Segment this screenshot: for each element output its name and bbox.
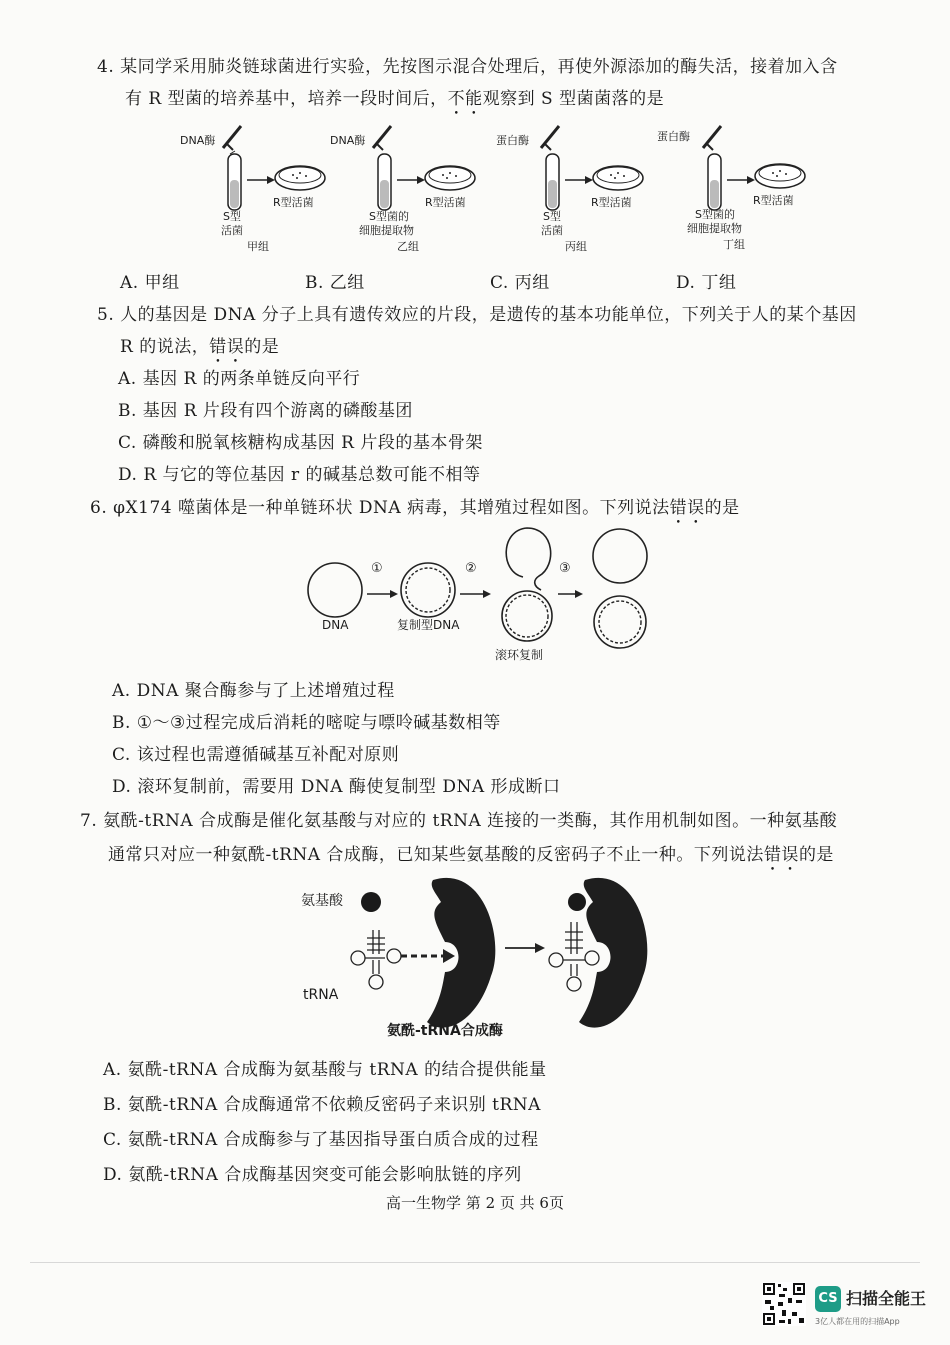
q7-option-b[interactable]: B. 氨酰-tRNA 合成酶通常不依赖反密码子来识别 tRNA [103, 1095, 541, 1115]
q4-group-bing [493, 118, 653, 268]
scan-divider [30, 1262, 920, 1263]
q5-stem-line1: 5. 人的基因是 DNA 分子上具有遗传效应的片段，是遗传的基本功能单位，下列关于人的某个基因 [97, 305, 857, 325]
group-label: 乙组 [397, 240, 419, 253]
q7-option-c[interactable]: C. 氨酰-tRNA 合成酶参与了基因指导蛋白质合成的过程 [103, 1130, 539, 1150]
q5-stem-emphasis: 错误 [209, 337, 245, 357]
q4-group-ding [655, 118, 825, 268]
q5-stem-pre: R 的说法， [120, 337, 210, 357]
label-amino-acid: 氨基酸 [301, 893, 343, 909]
tube-label-2: 活菌 [541, 224, 563, 237]
enzyme-label: DNA酶 [330, 134, 366, 147]
q4-stem-post: 观察到 S 型菌菌落的是 [482, 89, 665, 109]
group-label: 丁组 [723, 238, 745, 251]
q4-group-jia [175, 118, 335, 268]
q6-rolling-circle-figure [295, 522, 665, 667]
group-label: 甲组 [247, 240, 269, 253]
q5-option-c[interactable]: C. 磷酸和脱氧核糖构成基因 R 片段的基本骨架 [118, 433, 483, 453]
rolling-circle-diagram [295, 522, 665, 667]
q4-stem-emphasis: 不能 [447, 89, 483, 109]
q4-group-yi [325, 118, 495, 268]
trna-synthetase-diagram [295, 872, 655, 1047]
q6-option-a[interactable]: A. DNA 聚合酶参与了上述增殖过程 [112, 681, 395, 701]
q5-option-d[interactable]: D. R 与它的等位基因 r 的碱基总数可能不相等 [118, 465, 481, 485]
tube-label-1: S型菌的 [695, 208, 735, 221]
camscanner-logo: CS [815, 1286, 841, 1312]
page-footer: 高一生物学 第 2 页 共 6页 [386, 1194, 564, 1212]
q5-option-a[interactable]: A. 基因 R 的两条单链反向平行 [118, 369, 361, 389]
q4-option-b[interactable]: B. 乙组 [305, 273, 365, 293]
q7-option-a[interactable]: A. 氨酰-tRNA 合成酶为氨基酸与 tRNA 的结合提供能量 [103, 1060, 547, 1080]
q6-stem-post: 的是 [704, 498, 740, 518]
step-3-marker: ③ [559, 561, 571, 576]
tube-label-2: 细胞提取物 [359, 224, 414, 237]
camscanner-tagline: 3亿人都在用的扫描App [815, 1317, 900, 1326]
q7-option-d[interactable]: D. 氨酰-tRNA 合成酶基因突变可能会影响肽链的序列 [103, 1165, 522, 1185]
q6-stem-emphasis: 错误 [669, 498, 705, 518]
q7-stem-pre: 通常只对应一种氨酰-tRNA 合成酶，已知某些氨基酸的反密码子不止一种。下列说法 [108, 845, 764, 865]
tube-label-1: S型 [543, 210, 561, 223]
q7-stem-line1: 7. 氨酰-tRNA 合成酶是催化氨基酸与对应的 tRNA 连接的一类酶，其作用机制如图。一种氨基酸 [80, 811, 838, 831]
q5-option-b[interactable]: B. 基因 R 片段有四个游离的磷酸基团 [118, 401, 413, 421]
camscanner-name: 扫描全能王 [846, 1289, 927, 1308]
tube-label-1: S型菌的 [369, 210, 409, 223]
q6-option-d[interactable]: D. 滚环复制前，需要用 DNA 酶使复制型 DNA 形成断口 [112, 777, 561, 797]
label-dna: DNA [322, 618, 349, 632]
group-label: 丙组 [565, 240, 587, 253]
q4-option-c[interactable]: C. 丙组 [490, 273, 550, 293]
step-1-marker: ① [371, 561, 383, 576]
q4-stem-pre: 有 R 型菌的培养基中，培养一段时间后， [125, 89, 448, 109]
enzyme-label: 蛋白酶 [496, 134, 529, 147]
q6-option-b[interactable]: B. ①～③过程完成后消耗的嘧啶与嘌呤碱基数相等 [112, 713, 501, 733]
tube-label-1: S型 [223, 210, 241, 223]
enzyme-label: 蛋白酶 [657, 130, 690, 143]
label-trna: tRNA [303, 987, 339, 1003]
q4-stem-line1: 4. 某同学采用肺炎链球菌进行实验，先按图示混合处理后，再使外源添加的酶失活，接着加入含 [97, 57, 838, 77]
q4-stem-line2 [125, 84, 664, 119]
q6-stem-pre: 6. φX174 噬菌体是一种单链环状 DNA 病毒，其增殖过程如图。下列说法 [90, 498, 670, 518]
q4-option-a[interactable]: A. 甲组 [120, 273, 180, 293]
dish-label: R型活菌 [425, 196, 466, 209]
q5-stem-line2 [120, 332, 279, 367]
dish-label: R型活菌 [753, 194, 794, 207]
q5-stem-post: 的是 [244, 337, 280, 357]
q6-option-c[interactable]: C. 该过程也需遵循碱基互补配对原则 [112, 745, 400, 765]
dish-label: R型活菌 [273, 196, 314, 209]
label-synthetase: 氨酰-tRNA合成酶 [387, 1023, 503, 1039]
q4-figure [0, 118, 950, 268]
qr-code-icon [762, 1282, 806, 1326]
q7-stem-post: 的是 [798, 845, 834, 865]
tube-label-2: 活菌 [221, 224, 243, 237]
enzyme-label: DNA酶 [180, 134, 216, 147]
label-replicative-dna: 复制型DNA [397, 618, 460, 632]
label-rolling-circle: 滚环复制 [495, 648, 544, 662]
step-2-marker: ② [465, 561, 477, 576]
tube-label-2: 细胞提取物 [687, 222, 742, 235]
dish-label: R型活菌 [591, 196, 632, 209]
q4-option-d[interactable]: D. 丁组 [676, 273, 737, 293]
q7-stem-line2 [108, 840, 834, 875]
q7-synthetase-figure [295, 872, 655, 1047]
q7-stem-emphasis: 错误 [763, 845, 799, 865]
